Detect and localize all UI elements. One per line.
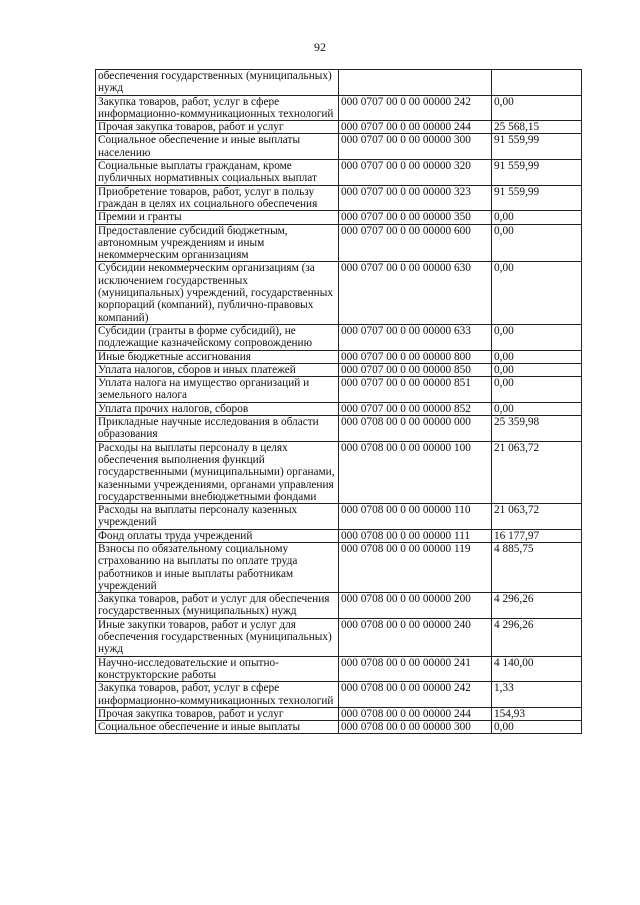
amount-cell: 0,00 (492, 377, 582, 403)
budget-code-cell: 000 0708 00 0 00 00000 244 (339, 707, 492, 720)
budget-code-cell: 000 0708 00 0 00 00000 200 (339, 593, 492, 619)
amount-cell: 4 140,00 (492, 656, 582, 682)
expense-name-cell: Предоставление субсидий бюджетным, автономным учреждениям и иным некоммерческим организациям (96, 224, 339, 262)
expense-name-cell: Взносы по обязательному социальному страхованию на выплаты по оплате труда работников и иные выплаты работникам учреждений (96, 542, 339, 592)
table-row (96, 70, 582, 96)
table-row (96, 211, 582, 224)
table-row (96, 618, 582, 656)
amount-cell: 4 296,26 (492, 618, 582, 656)
budget-code-cell: 000 0707 00 0 00 00000 350 (339, 211, 492, 224)
budget-code-cell: 000 0707 00 0 00 00000 320 (339, 160, 492, 186)
expense-name-cell: Субсидии некоммерческим организациям (за исключением государственных (муниципальных) учреждений, государственных корпораций (компаний), публично-правовых компаний) (96, 262, 339, 324)
amount-cell: 91 559,99 (492, 185, 582, 211)
table-row (96, 363, 582, 376)
expense-name-cell: Закупка товаров, работ и услуг для обеспечения государственных (муниципальных) нужд (96, 593, 339, 619)
amount-cell: 0,00 (492, 262, 582, 324)
expense-name-cell: Уплата прочих налогов, сборов (96, 402, 339, 415)
amount-cell: 91 559,99 (492, 160, 582, 186)
expense-name-cell: Социальное обеспечение и иные выплаты (96, 721, 339, 734)
table-row (96, 707, 582, 720)
expense-name-cell: обеспечения государственных (муниципальных) нужд (96, 70, 339, 96)
table-row (96, 95, 582, 121)
budget-code-cell: 000 0707 00 0 00 00000 242 (339, 95, 492, 121)
table-row (96, 416, 582, 442)
budget-code-cell: 000 0707 00 0 00 00000 630 (339, 262, 492, 324)
amount-cell: 91 559,99 (492, 134, 582, 160)
budget-code-cell: 000 0707 00 0 00 00000 244 (339, 121, 492, 134)
budget-code-cell: 000 0707 00 0 00 00000 851 (339, 377, 492, 403)
budget-code-cell: 000 0707 00 0 00 00000 633 (339, 324, 492, 350)
table-row (96, 721, 582, 734)
budget-code-cell: 000 0708 00 0 00 00000 241 (339, 656, 492, 682)
expense-name-cell: Расходы на выплаты персоналу в целях обеспечения выполнения функций государственными (муниципальными) органами, казенными учреждениями, органами управления государственными внебюджетными фондами (96, 441, 339, 503)
amount-cell: 21 063,72 (492, 504, 582, 530)
expense-name-cell: Социальное обеспечение и иные выплаты населению (96, 134, 339, 160)
expense-name-cell: Расходы на выплаты персоналу казенных учреждений (96, 504, 339, 530)
amount-cell: 0,00 (492, 95, 582, 121)
expense-name-cell: Научно-исследовательские и опытно-конструкторские работы (96, 656, 339, 682)
table-row (96, 350, 582, 363)
table-row (96, 185, 582, 211)
amount-cell: 4 885,75 (492, 542, 582, 592)
expense-name-cell: Уплата налогов, сборов и иных платежей (96, 363, 339, 376)
expense-name-cell: Приобретение товаров, работ, услуг в пользу граждан в целях их социального обеспечения (96, 185, 339, 211)
budget-code-cell: 000 0707 00 0 00 00000 600 (339, 224, 492, 262)
expense-name-cell: Социальные выплаты гражданам, кроме публичных нормативных социальных выплат (96, 160, 339, 186)
amount-cell: 1,33 (492, 682, 582, 708)
table-row (96, 377, 582, 403)
table-row (96, 542, 582, 592)
page-number: 92 (314, 40, 326, 54)
budget-code-cell: 000 0707 00 0 00 00000 800 (339, 350, 492, 363)
table-row (96, 160, 582, 186)
budget-table (95, 69, 582, 734)
amount-cell: 0,00 (492, 402, 582, 415)
budget-code-cell: 000 0708 00 0 00 00000 242 (339, 682, 492, 708)
amount-cell: 0,00 (492, 211, 582, 224)
table-row (96, 324, 582, 350)
table-row (96, 656, 582, 682)
amount-cell: 0,00 (492, 363, 582, 376)
budget-code-cell: 000 0708 00 0 00 00000 110 (339, 504, 492, 530)
expense-name-cell: Прочая закупка товаров, работ и услуг (96, 707, 339, 720)
expense-name-cell: Иные закупки товаров, работ и услуг для обеспечения государственных (муниципальных) нужд (96, 618, 339, 656)
amount-cell: 21 063,72 (492, 441, 582, 503)
expense-name-cell: Премии и гранты (96, 211, 339, 224)
budget-code-cell: 000 0708 00 0 00 00000 300 (339, 721, 492, 734)
budget-code-cell: 000 0707 00 0 00 00000 852 (339, 402, 492, 415)
amount-cell: 154,93 (492, 707, 582, 720)
expense-name-cell: Прикладные научные исследования в области образования (96, 416, 339, 442)
budget-code-cell: 000 0707 00 0 00 00000 850 (339, 363, 492, 376)
amount-cell: 0,00 (492, 721, 582, 734)
table-row (96, 682, 582, 708)
amount-cell (492, 70, 582, 96)
budget-code-cell: 000 0708 00 0 00 00000 000 (339, 416, 492, 442)
expense-name-cell: Субсидии (гранты в форме субсидий), не подлежащие казначейскому сопровождению (96, 324, 339, 350)
expense-name-cell: Фонд оплаты труда учреждений (96, 529, 339, 542)
amount-cell: 0,00 (492, 350, 582, 363)
table-row (96, 402, 582, 415)
amount-cell: 0,00 (492, 224, 582, 262)
budget-code-cell: 000 0707 00 0 00 00000 300 (339, 134, 492, 160)
table-row (96, 224, 582, 262)
budget-code-cell: 000 0708 00 0 00 00000 119 (339, 542, 492, 592)
amount-cell: 16 177,97 (492, 529, 582, 542)
budget-table-body (96, 70, 582, 734)
table-row (96, 262, 582, 324)
budget-code-cell: 000 0708 00 0 00 00000 100 (339, 441, 492, 503)
expense-name-cell: Иные бюджетные ассигнования (96, 350, 339, 363)
budget-code-cell: 000 0708 00 0 00 00000 240 (339, 618, 492, 656)
amount-cell: 0,00 (492, 324, 582, 350)
budget-code-cell: 000 0707 00 0 00 00000 323 (339, 185, 492, 211)
amount-cell: 25 359,98 (492, 416, 582, 442)
amount-cell: 4 296,26 (492, 593, 582, 619)
expense-name-cell: Закупка товаров, работ, услуг в сфере информационно-коммуникационных технологий (96, 682, 339, 708)
budget-code-cell (339, 70, 492, 96)
table-row (96, 121, 582, 134)
budget-code-cell: 000 0708 00 0 00 00000 111 (339, 529, 492, 542)
expense-name-cell: Закупка товаров, работ, услуг в сфере информационно-коммуникационных технологий (96, 95, 339, 121)
table-row (96, 593, 582, 619)
amount-cell: 25 568,15 (492, 121, 582, 134)
table-row (96, 134, 582, 160)
expense-name-cell: Уплата налога на имущество организаций и земельного налога (96, 377, 339, 403)
table-row (96, 441, 582, 503)
table-row (96, 504, 582, 530)
table-row (96, 529, 582, 542)
expense-name-cell: Прочая закупка товаров, работ и услуг (96, 121, 339, 134)
